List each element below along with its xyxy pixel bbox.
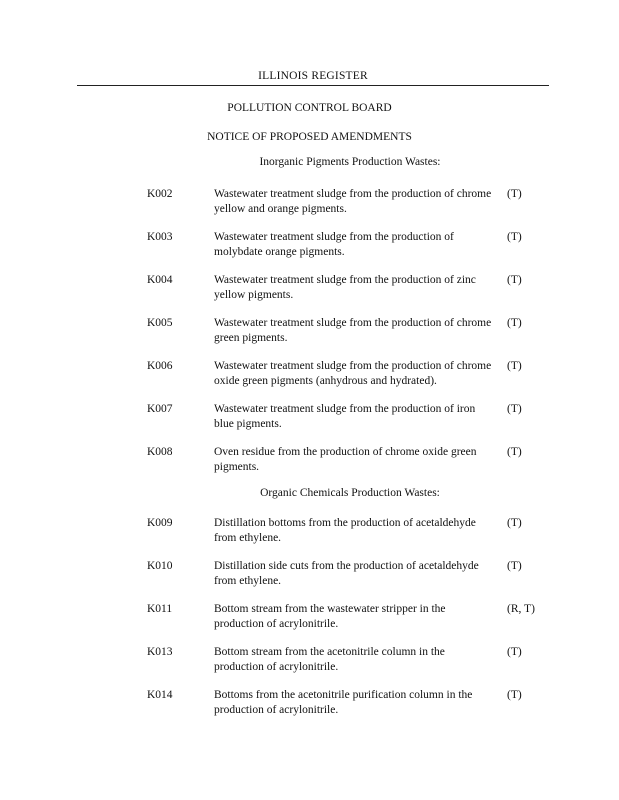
waste-code: K005 bbox=[147, 317, 173, 329]
waste-code: K008 bbox=[147, 446, 173, 458]
waste-description: Bottom stream from the acetonitrile column in the production of acrylonitrile. bbox=[214, 646, 445, 673]
waste-description: Distillation bottoms from the production of acetaldehyde from ethylene. bbox=[214, 517, 476, 544]
section-title-organic: Organic Chemicals Production Wastes: bbox=[260, 487, 440, 499]
hazard-code: (T) bbox=[507, 403, 522, 415]
hazard-code: (T) bbox=[507, 317, 522, 329]
waste-description: Bottom stream from the wastewater stripper in the production of acrylonitrile. bbox=[214, 603, 446, 630]
hazard-code: (T) bbox=[507, 188, 522, 200]
register-header: ILLINOIS REGISTER bbox=[77, 70, 549, 86]
waste-code: K002 bbox=[147, 188, 173, 200]
waste-code: K006 bbox=[147, 360, 173, 372]
hazard-code: (T) bbox=[507, 360, 522, 372]
waste-description: Wastewater treatment sludge from the production of chrome green pigments. bbox=[214, 317, 492, 344]
waste-description: Wastewater treatment sludge from the production of chrome oxide green pigments (anhydrous and hydrated). bbox=[214, 360, 492, 387]
waste-description: Oven residue from the production of chrome oxide green pigments. bbox=[214, 446, 477, 473]
waste-code: K013 bbox=[147, 646, 173, 658]
hazard-code: (T) bbox=[507, 646, 522, 658]
waste-description: Wastewater treatment sludge from the production of chrome yellow and orange pigments. bbox=[214, 188, 492, 215]
board-heading: POLLUTION CONTROL BOARD bbox=[227, 102, 392, 114]
waste-description: Wastewater treatment sludge from the production of molybdate orange pigments. bbox=[214, 231, 454, 258]
waste-description: Bottoms from the acetonitrile purification column in the production of acrylonitrile. bbox=[214, 689, 473, 716]
waste-description: Wastewater treatment sludge from the production of iron blue pigments. bbox=[214, 403, 476, 430]
waste-code: K004 bbox=[147, 274, 173, 286]
notice-heading: NOTICE OF PROPOSED AMENDMENTS bbox=[207, 131, 412, 143]
waste-code: K010 bbox=[147, 560, 173, 572]
hazard-code: (T) bbox=[507, 689, 522, 701]
waste-description: Wastewater treatment sludge from the production of zinc yellow pigments. bbox=[214, 274, 476, 301]
waste-description: Distillation side cuts from the production of acetaldehyde from ethylene. bbox=[214, 560, 479, 587]
waste-code: K003 bbox=[147, 231, 173, 243]
hazard-code: (T) bbox=[507, 560, 522, 572]
hazard-code: (T) bbox=[507, 274, 522, 286]
section-title-inorganic: Inorganic Pigments Production Wastes: bbox=[259, 156, 441, 168]
hazard-code: (T) bbox=[507, 517, 522, 529]
hazard-code: (T) bbox=[507, 446, 522, 458]
waste-code: K007 bbox=[147, 403, 173, 415]
hazard-code: (T) bbox=[507, 231, 522, 243]
waste-code: K014 bbox=[147, 689, 173, 701]
hazard-code: (R, T) bbox=[507, 603, 535, 615]
waste-code: K011 bbox=[147, 603, 173, 615]
waste-code: K009 bbox=[147, 517, 173, 529]
